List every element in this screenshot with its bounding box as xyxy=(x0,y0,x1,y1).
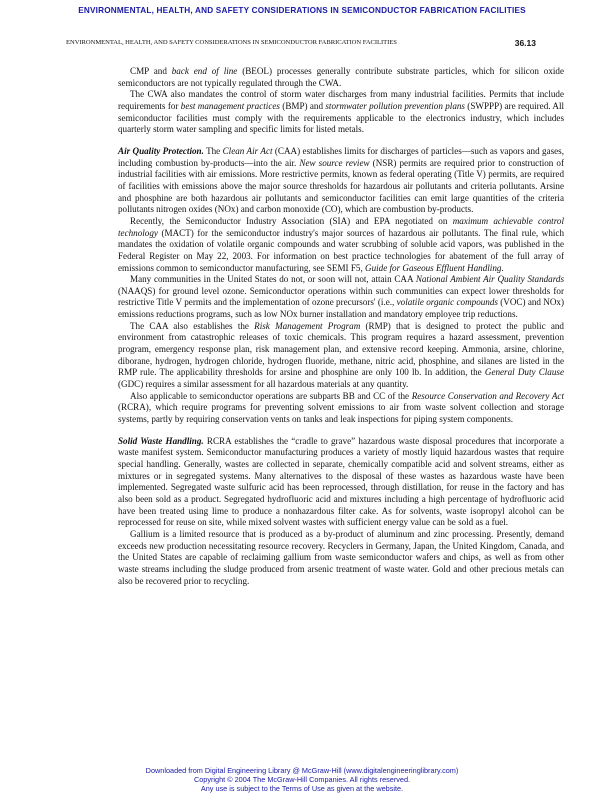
page-number: 36.13 xyxy=(514,38,536,48)
paragraph-mact: Recently, the Semiconductor Industry Association (SIA) and EPA negotiated on maximum achievable control technology (MACT) for the semiconductor industry's major sources of hazardous air pollutants. The final rule, which mandates the oxidation of volatile organic compounds and water scrubbing of soluble acid vapors, was published in the Federal Register on May 22, 2003. For information on best practice technologies for abatement of the full array of emissions common to semiconductor manufacturing, see SEMI F5, Guide for Gaseous Effluent Handling. xyxy=(118,215,564,273)
paragraph-rcra: Also applicable to semiconductor operations are subparts BB and CC of the Resource Conservation and Recovery Act (RCRA), which require programs for preventing solvent emissions to air from waste solvent collection and storage systems, partly by requiring conservation vents on tanks and leak inspections for piping system components. xyxy=(118,390,564,425)
footer-download-line[interactable]: Downloaded from Digital Engineering Library @ McGraw-Hill (www.digitalengineeringlibrary.com) xyxy=(145,766,459,775)
running-head-title: ENVIRONMENTAL, HEALTH, AND SAFETY CONSIDERATIONS IN SEMICONDUCTOR FABRICATION FACILITIES xyxy=(66,39,397,46)
paragraph-rmp: The CAA also establishes the Risk Management Program (RMP) that is designed to protect the public and environment from catastrophic releases of toxic chemicals. This program requires a hazard assessment, prevention program, emergency response plan, risk management plan, and extensive record keeping. Ammonia, arsine, chlorine, diborane, hydrogen, hydrogen chloride, hydrogen fluoride, methane, nitric acid, phosphine, and silanes are listed in the RMP rule. The applicability thresholds for arsine and phosphine are only 100 lb. In addition, the General Duty Clause (GDC) requires a similar assessment for all hazardous materials at any quantity. xyxy=(118,320,564,390)
paragraph-stormwater: The CWA also mandates the control of storm water discharges from many industrial facilities. Permits that include requirements for best management practices (BMP) and stormwater pollution prevention plans (SWPPP) are required. All semiconductor facilities must comply with the requirements applicable to the electronics industry, which includes quarterly storm water sampling and specific limits for listed metals. xyxy=(118,89,564,135)
footer-notice xyxy=(0,766,604,794)
heading-solid-waste: Solid Waste Handling. xyxy=(118,435,204,446)
paragraph-gallium: Gallium is a limited resource that is produced as a by-product of aluminum and zinc processing. Presently, demand exceeds new production necessitating resource recovery. Recyclers in Germany, Japan, the United Kingdom, Canada, and the United States are capable of reclaiming gallium from waste semiconductor wafers and chips, as well as from other waste streams including the sludge produced from arsenic treatment of waste water. Gold and other precious metals can also be recovered prior to recycling. xyxy=(118,528,564,586)
top-banner: ENVIRONMENTAL, HEALTH, AND SAFETY CONSIDERATIONS IN SEMICONDUCTOR FABRICATION FACILITIES xyxy=(78,6,526,15)
footer-copyright-line: Copyright © 2004 The McGraw-Hill Companies. All rights reserved. xyxy=(193,775,411,785)
paragraph-air-quality: Air Quality Protection. The Clean Air Act (CAA) establishes limits for discharges of particles—such as vapors and gases, including combustion by-products—into the air. New source review (NSR) permits are required prior to construction of industrial facilities with air emissions. More restrictive permits, known as federal operating (Title V) permits, are required of facilities with emissions above the major source thresholds for hazardous air pollutants and criteria pollutants. Arsine and phosphine are both hazardous air pollutants and semiconductor facilities can emit large quantities of the criteria pollutants nitrogen oxides (NOx) and carbon monoxide (CO), which are combustion by-products. xyxy=(118,145,565,215)
heading-air-quality: Air Quality Protection. xyxy=(118,145,204,156)
footer-terms-line: Any use is subject to the Terms of Use as given at the website. xyxy=(200,784,404,794)
paragraph-naaqs: Many communities in the United States do not, or soon will not, attain CAA National Ambient Air Quality Standards (NAAQS) for ground level ozone. Semiconductor operations within such communities can expect lower thresholds for restrictive Title V permits and the implementation of ozone precursors' (i.e., volatile organic compounds (VOC) and NOx) emissions reductions programs, such as low NOx burner installation and mandatory employee trip reductions. xyxy=(118,274,565,320)
article-body xyxy=(118,66,564,587)
paragraph-solid-waste: Solid Waste Handling. RCRA establishes the “cradle to grave” hazardous waste disposal procedures that incorporate a waste manifest system. Semiconductor manufacturing produces a variety of mostly liquid hazardous wastes that require special handling. Generally, wastes are collected in separate, chemically compatible acid and solvent streams, either as mixtures or in segregated systems. Many alternatives to the disposal of these wastes as hazardous waste have been implemented. Segregated waste sulfuric acid has been reprocessed, through distillation, for reuse in the factory and has also been sold as a product. Segregated hydrofluoric acid and mixtures including a high percentage of hydrofluoric acid have been treated using lime to produce a nonhazardous filter cake. As for solvents, waste isopropyl alcohol can be reprocessed for reuse on site, while mixed solvent wastes with sufficient energy value can be sold as a fuel. xyxy=(118,435,564,528)
paragraph-beol: CMP and back end of line (BEOL) processes generally contribute substrate particles, which for silicon oxide semiconductors are not typically regulated through the CWA. xyxy=(118,66,564,88)
